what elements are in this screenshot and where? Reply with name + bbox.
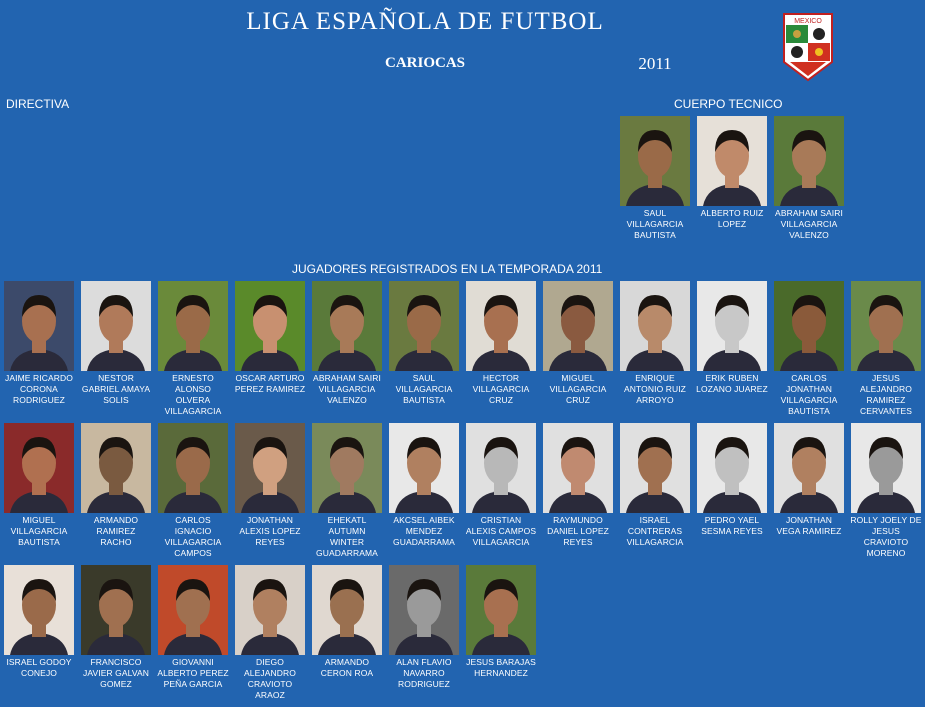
player-name: OSCAR ARTURO PEREZ RAMIREZ	[234, 373, 306, 394]
player-photo	[851, 423, 921, 513]
player-name: JAIME RICARDO CORONA RODRIGUEZ	[5, 373, 73, 405]
player-photo	[389, 565, 459, 655]
player-name: FRANCISCO JAVIER GALVAN GOMEZ	[82, 657, 149, 689]
jugadores-heading: JUGADORES REGISTRADOS EN LA TEMPORADA 2011	[292, 262, 603, 276]
player-photo	[235, 565, 305, 655]
player-name: CRISTIAN ALEXIS CAMPOS VILLAGARCIA	[465, 515, 537, 547]
directiva-heading: DIRECTIVA	[6, 97, 70, 111]
player-photo	[158, 423, 228, 513]
player-photo	[81, 423, 151, 513]
player-photo	[620, 281, 690, 371]
player-name: ERNESTO ALONSO OLVERA VILLAGARCIA	[164, 373, 222, 416]
player-card	[465, 565, 537, 679]
player-photo	[312, 281, 382, 371]
player-name: ISRAEL GODOY CONEJO	[6, 657, 72, 678]
player-card	[542, 281, 614, 406]
player-photo	[235, 281, 305, 371]
player-photo	[235, 423, 305, 513]
player-card	[850, 281, 922, 417]
player-photo	[697, 116, 767, 206]
player-name: ERIK RUBEN LOZANO JUAREZ	[696, 373, 768, 394]
player-card	[3, 565, 75, 679]
player-photo	[774, 281, 844, 371]
player-name: JONATHAN VEGA RAMIREZ	[776, 515, 842, 536]
player-card	[157, 423, 229, 559]
player-photo	[81, 565, 151, 655]
player-name: SAUL VILLAGARCIA BAUTISTA	[626, 208, 684, 240]
player-name: ALBERTO RUIZ LOPEZ	[700, 208, 764, 229]
player-card	[157, 565, 229, 690]
team-crest-logo	[782, 12, 834, 82]
player-card	[388, 281, 460, 406]
player-photo	[312, 565, 382, 655]
player-card	[3, 281, 75, 406]
season-year: 2011	[638, 54, 672, 73]
player-photo	[389, 423, 459, 513]
player-photo	[466, 423, 536, 513]
player-card	[388, 565, 460, 690]
player-card	[542, 423, 614, 548]
player-card	[157, 281, 229, 417]
page-title: LIGA ESPAÑOLA DE FUTBOL	[246, 8, 604, 35]
player-card	[80, 281, 152, 406]
player-card	[619, 423, 691, 548]
player-card	[311, 423, 383, 559]
player-card	[311, 281, 383, 406]
player-card	[234, 565, 306, 701]
player-photo	[81, 281, 151, 371]
player-card	[465, 281, 537, 406]
player-card	[388, 423, 460, 548]
player-name: ENRIQUE ANTONIO RUIZ ARROYO	[624, 373, 686, 405]
player-card	[465, 423, 537, 548]
player-card	[234, 281, 306, 395]
player-name: AKCSEL AIBEK MENDEZ GUADARRAMA	[393, 515, 455, 547]
player-card	[80, 423, 152, 548]
player-card	[234, 423, 306, 548]
player-photo	[774, 423, 844, 513]
player-name: RAYMUNDO DANIEL LOPEZ REYES	[547, 515, 609, 547]
player-name: JESUS ALEJANDRO RAMIREZ CERVANTES	[859, 373, 913, 416]
player-photo	[697, 423, 767, 513]
player-name: DIEGO ALEJANDRO CRAVIOTO ARAOZ	[244, 657, 296, 700]
player-name: HECTOR VILLAGARCIA CRUZ	[472, 373, 530, 405]
player-photo	[158, 565, 228, 655]
player-name: ABRAHAM SAIRI VILLAGARCIA VALENZO	[313, 373, 381, 405]
player-name: ALAN FLAVIO NAVARRO RODRIGUEZ	[396, 657, 452, 689]
player-card	[850, 423, 922, 559]
player-name: ROLLY JOELY DE JESUS CRAVIOTO MORENO	[850, 515, 922, 558]
player-card	[619, 116, 691, 241]
svg-text:MEXICO: MEXICO	[794, 18, 822, 25]
player-name: ARMANDO RAMIREZ RACHO	[93, 515, 139, 547]
player-card	[619, 281, 691, 406]
player-card	[773, 281, 845, 417]
player-photo	[312, 423, 382, 513]
player-card	[696, 281, 768, 395]
player-photo	[543, 281, 613, 371]
player-photo	[774, 116, 844, 206]
player-name: ARMANDO CERON ROA	[320, 657, 374, 678]
player-photo	[389, 281, 459, 371]
player-card	[696, 423, 768, 537]
player-card	[311, 565, 383, 679]
cuerpo-tecnico-heading: CUERPO TECNICO	[674, 97, 783, 111]
player-card	[773, 423, 845, 537]
player-photo	[543, 423, 613, 513]
player-photo	[466, 565, 536, 655]
player-photo	[851, 281, 921, 371]
player-name: JONATHAN ALEXIS LOPEZ REYES	[239, 515, 301, 547]
team-name: CARIOCAS	[384, 55, 465, 71]
player-name: ISRAEL CONTRERAS VILLAGARCIA	[626, 515, 684, 547]
player-photo	[620, 423, 690, 513]
player-photo	[4, 281, 74, 371]
player-name: MIGUEL VILLAGARCIA CRUZ	[549, 373, 607, 405]
player-name: ABRAHAM SAIRI VILLAGARCIA VALENZO	[775, 208, 843, 240]
player-card	[80, 565, 152, 690]
player-photo	[4, 565, 74, 655]
player-name: MIGUEL VILLAGARCIA BAUTISTA	[10, 515, 68, 547]
player-card	[696, 116, 768, 230]
player-name: NESTOR GABRIEL AMAYA SOLIS	[81, 373, 151, 405]
player-name: JESUS BARAJAS HERNANDEZ	[466, 657, 536, 678]
player-photo	[4, 423, 74, 513]
player-name: GIOVANNI ALBERTO PEREZ PEÑA GARCIA	[157, 657, 229, 689]
player-name: SAUL VILLAGARCIA BAUTISTA	[395, 373, 453, 405]
player-name: CARLOS IGNACIO VILLAGARCIA CAMPOS	[164, 515, 222, 558]
player-card	[3, 423, 75, 548]
player-name: CARLOS JONATHAN VILLAGARCIA BAUTISTA	[780, 373, 838, 416]
player-photo	[158, 281, 228, 371]
player-name: EHEKATL AUTUMN WINTER GUADARRAMA	[316, 515, 378, 558]
player-photo	[697, 281, 767, 371]
player-card	[773, 116, 845, 241]
player-name: PEDRO YAEL SESMA REYES	[701, 515, 763, 536]
player-photo	[620, 116, 690, 206]
player-photo	[466, 281, 536, 371]
